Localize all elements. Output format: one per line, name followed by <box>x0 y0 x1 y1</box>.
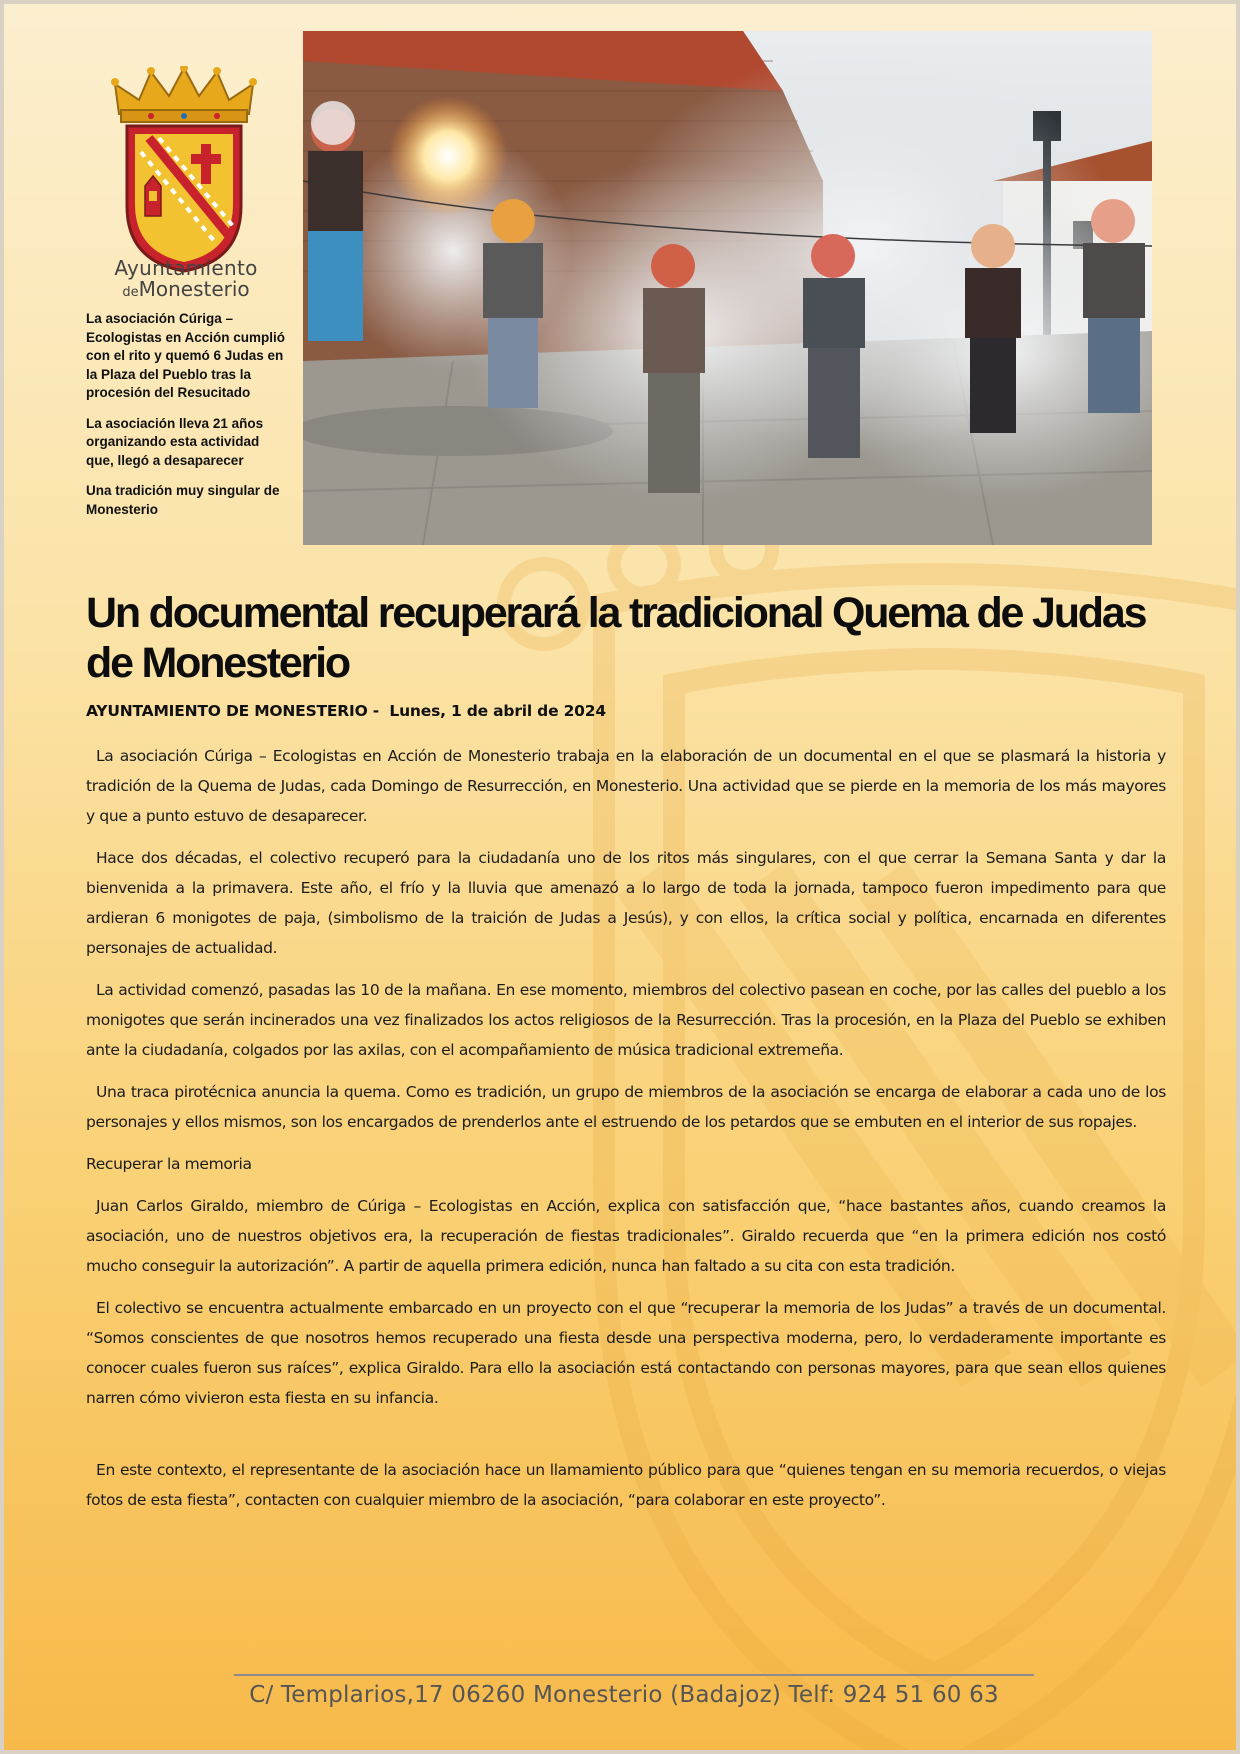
wordmark-prefix: de <box>122 285 139 300</box>
wordmark-line2 <box>86 279 286 299</box>
article-paragraph: La actividad comenzó, pasadas las 10 de la mañana. En ese momento, miembros del colectivo pasean en coche, por las calles del pueblo a los monigotes que serán incinerados una vez finalizados los actos religiosos de la Resurrección. Tras la procesión, en la Plaza del Pueblo se exhiben ante la ciudadanía, colgados por las axilas, con el acompañamiento de música tradicional extremeña. <box>86 981 1166 1059</box>
wordmark-line1: Ayuntamiento <box>114 256 258 280</box>
highlight-item: La asociación Cúriga – Ecologistas en Acción cumplió con el rito y quemó 6 Judas en la Plaza del Pueblo tras la procesión del Resucitado <box>86 311 286 400</box>
shield-icon <box>127 126 241 271</box>
article-paragraph: En este contexto, el representante de la asociación hace un llamamiento público para que “quienes tengan en su memoria recuerdos, o viejas fotos de esta fiesta”, contacten con cualquier miembro de la asociación, “para colaborar en este proyecto”. <box>86 1461 1166 1509</box>
article-paragraph: Hace dos décadas, el colectivo recuperó para la ciudadanía uno de los ritos más singulares, con el que cerrar la Semana Santa y dar la bienvenida a la primavera. Este año, el frío y la lluvia que amenazó a lo largo de toda la jornada, tampoco fueron impedimento para que ardieran 6 monigotes de paja, (simbolismo de la traición de Judas a Jesús), y con ellos, la crítica social y política, encarnada en diferentes personajes de actualidad. <box>86 849 1166 957</box>
ayuntamiento-wordmark <box>86 258 286 299</box>
article-body <box>86 741 1166 1527</box>
article-headline: Un documental recuperará la tradicional Quema de Judas de Monesterio <box>86 589 1146 687</box>
footer-divider <box>234 1674 1034 1676</box>
byline-date: Lunes, 1 de abril de 2024 <box>389 702 606 720</box>
quema-de-judas-photo <box>303 31 1152 545</box>
highlight-item: Una tradición muy singular de Monesterio <box>86 483 280 517</box>
highlights-sidebar <box>86 310 288 531</box>
crown-icon <box>111 66 257 122</box>
byline-source: AYUNTAMIENTO DE MONESTERIO - <box>86 702 390 720</box>
judas-dummy <box>965 224 1021 433</box>
article-paragraph: Juan Carlos Giraldo, miembro de Cúriga – Ecologistas en Acción, explica con satisfacción que, “hace bastantes años, cuando creamos la asociación, uno de nuestros objetivos era, la recuperación de fiestas tradicionales”. Giraldo recuerda que “en la primera edición nos costó mucho conseguir la autorización”. A partir de aquella primera edición, nunca han faltado a su cita con esta tradición. <box>86 1197 1166 1275</box>
footer-address: C/ Templarios,17 06260 Monesterio (Badajoz) Telf: 924 51 60 63 <box>249 1682 999 1708</box>
highlight-item: La asociación lleva 21 años organizando esta actividad que, llegó a desaparecer <box>86 415 264 468</box>
article-byline <box>86 702 606 720</box>
wordmark-town: Monesterio <box>138 277 250 301</box>
article-paragraph: La asociación Cúriga – Ecologistas en Acción de Monesterio trabaja en la elaboración de un documental en el que se plasmará la historia y tradición de la Quema de Judas, cada Domingo de Resurrección, en Monesterio. Una actividad que se pierde en la memoria de los más mayores y que a punto estuvo de desaparecer. <box>86 747 1166 825</box>
article-paragraph: El colectivo se encuentra actualmente embarcado en un proyecto con el que “recuperar la memoria de los Judas” a través de un documental. “Somos conscientes de que nosotros hemos recuperado una fiesta desde una perspectiva moderna, pero, lo verdaderamente importante es conocer cuales fueron sus raíces”, explica Giraldo. Para ello la asociación está contactando con personas mayores, para que sean ellos quienes narren cómo vivieron esta fiesta en su infancia. <box>86 1299 1166 1407</box>
article-paragraph: Una traca pirotécnica anuncia la quema. Como es tradición, un grupo de miembros de la asociación se encarga de elaborar a cada uno de los personajes y ellos mismos, son los encargados de prenderlos ante el estruendo de los petardos que se embuten en el interior de sus ropajes. <box>86 1083 1166 1131</box>
article-subheading: Recuperar la memoria <box>86 1155 252 1173</box>
